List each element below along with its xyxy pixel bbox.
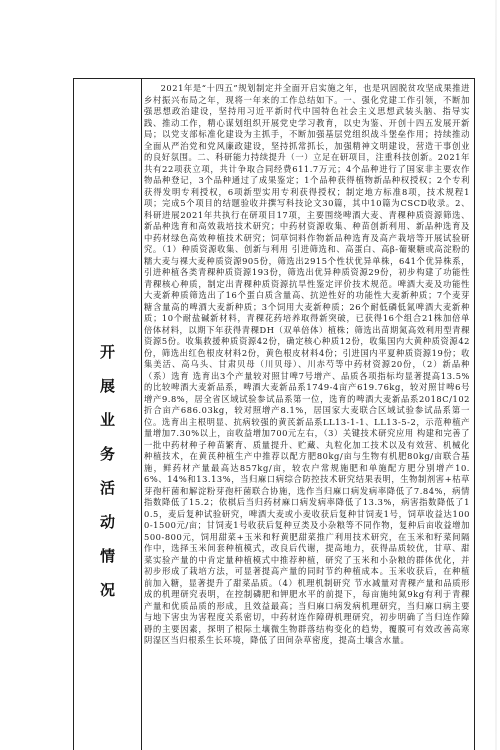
page-edge-shadow: [495, 0, 497, 750]
section-label-char: 开: [99, 343, 115, 361]
section-label-char: 业: [99, 411, 115, 429]
section-label-cell: [74, 79, 142, 750]
section-label-char: 务: [99, 445, 115, 463]
section-label-char: 活: [99, 479, 115, 497]
section-label-char: 展: [99, 377, 115, 395]
section-label-char: 况: [99, 581, 115, 599]
section-label-activities: [74, 335, 141, 607]
content-cell: [144, 83, 470, 750]
work-summary-text: 2021年是“十四五”规划制定并全面开启实施之年，也是巩固脱贫攻坚成果推进乡村振兴布局之年，现将一年来的工作总结如下。一、强化党建工作引领，不断加强思想政治建设，坚持用习近平新时代中国特色社会主义思想武装头脑、指导实践、推动工作，精心谋划组织开展党史学习教育，以史为鉴、开创十四五发展开新局；以党支部标准化建设为主抓手，不断加强基层党组织战斗堡垒作用；持续推动全面从严治党和党风廉政建设，坚持抓常抓长，加强精神文明建设，营造干事创业的良好氛围。二、科研能力持续提升（一）立足在研项目，注重科技创新。2021年共有22项获立项，共计争取合同经费611.7万元；4个品种进行了国家非主要农作物品种登记，3个品种通过了成果鉴定；1个品种获得植物新品种权授权；2个专利获得发明专利授权，6项新型实用专利获得授权；制定地方标准8项，技术规程1项；完成5个项目的结题验收并撰写科技论文30篇，其中10篇为CSCD收录。2、科研进展2021年共执行在研项目17项，主要围绕啤酒大麦、青稞种质资源筛选、新品种选育和高效栽培技术研究；中药材资源收集、种苗创新利用、新品种选育及中药材绿色高效种植技术研究；饲草饲料作物新品种选育及高产栽培等开展试验研究。（1）种质资源收集、创新与利用 引进筛选和、高蛋白、高β-葡聚糖或高淀粉的糯大麦与裸大麦种质资源905份，筛选出2915个性状优异单株，641个优异株系，引进种植各类青稞种质资源193份，筛选出优异种质资源29份，初步构建了功能性青稞核心种质，制定出青稞种质资源抗旱性鉴定评价技术规范。啤酒大麦及功能性大麦新种质筛选出了16个蛋白质含量高、抗逆性好的功能性大麦新种质；7个麦芽糖含量高的啤酒大麦新种质；3个饲用大麦新种质；26个耐低磷低氮啤酒大麦新种质；10个耐盐碱新材料，青稞花药培养取得新突破，已获得16个组合21株加倍单倍体材料，以期下年获得青稞DH（双单倍体）植株；筛选出苗期氮高效利用型青稞资源5份。收集救援种质资源42份，确定核心种质12份，收集国内大黄种质资源42份，筛选出红色根皮材料2份，黄色根皮材料4份；引进国内平夏种质资源19份；收集美活、高乌头、甘肃贝母（川贝母）、川赤芍等中药材资源20份，（2）新品种（系）选育 选育出3个产量较对照甘啤7号增产、品质各项指标均显著提高13.5%的比较啤酒大麦新品系，啤酒大麦新品系1749-4亩产619.76kg，较对照甘啤6号增产9.8%，居全省区域试验参试品系第一位，选育的啤酒大麦新品系2018C/102折合亩产686.03kg，较对照增产8.1%，居国家大麦联合区域试验参试品系第一位。选育出主根明显、抗病较强的黄芪新品系LL13-1-1、LL13-5-2，示范种植产量增加7.30%以上，亩收益增加700元左右，（3）关键技术研究应用 构建和完善了一批中药材种子种苗繁育、质量提升、贮藏、丸粒化加工技术以及有效营、机械化种植技术，在黄芪种植生产中推荐以配方肥80kg/亩与生物有机肥80kg/亩联合基施，鲜药材产量最高达857kg/亩，较农户常规施肥和单施配方肥分别增产10.6%、14%和13.13%，当归麻口病综合防控技术研究结果表明，生物制剂害+枯草芽孢杆菌和解淀粉芽孢杆菌联合协施，选作当归麻口病发病率降低了7.84%，病情指数降低了15.2；依棋后当归药材麻口病发病率降低了13.3%，病害指数降低了10.5，麦后复种试验研究，啤酒大麦或小麦收获后复种甘饲麦1号，饲草收益达1000-1500元/亩；甘饲麦1号收获后复种豆类及小杂粮等不同作物，复种后亩收益增加500-800元，饲用甜菜+玉米和籽黄肥甜菜推广利用技术研究，在玉米和籽菜间隔作中，选择玉米间套种植模式，改良后代谢，提高地力，获得品质较优，甘草、甜菜实验产量的中肯定量种植模式中推荐种植，研究了玉米和小杂粮的群体优化，并初步形成了栽培方法，可显著提高产量的同时节约种植成本。玉米收获后，在种植前加入糖，显著提升了甜菜品质。（4）机理机制研究 节水减量对青稞产量和品质形成的机理研究表明，在控制磷肥和钾肥水平的前提下，每亩施纯氮9kg有利于青稞产量和优质品质的形成，且效益最高；当归麻口病发病机理研究，当归麻口病主要与地下害虫为害程度关系密切，中药材连作障碍机理研究，初步明确了当归连作障碍的主要因素，探明了根际土壤微生物群落结构变化的趋势，覆膜可有效改善高寒阴湿区当归根系生长环境，降低了田间杂草密度，提高土壤含水量。: [144, 83, 470, 645]
section-label-char: 情: [99, 547, 115, 565]
section-label-char: 动: [99, 513, 115, 531]
report-table: [73, 78, 475, 750]
